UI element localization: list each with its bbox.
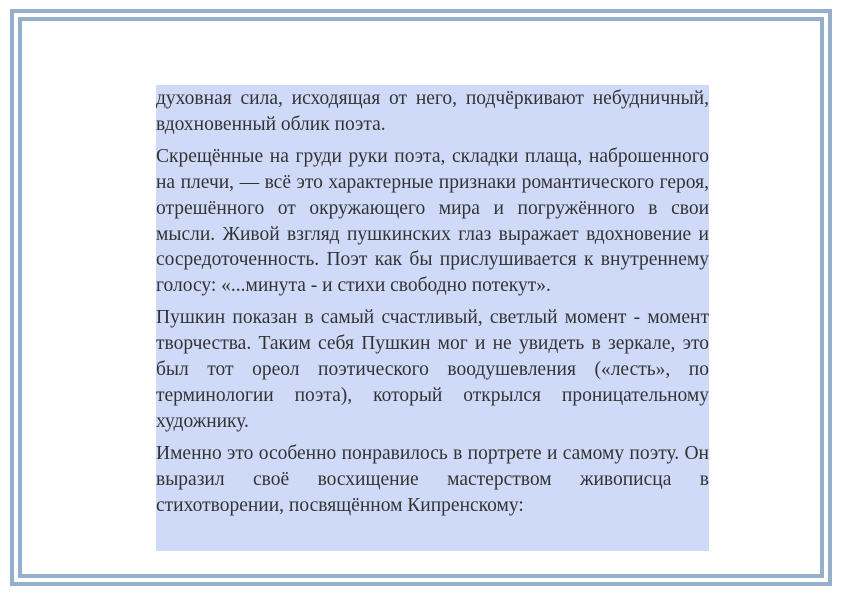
paragraph: Именно это особенно понравилось в портрете и самому поэту. Он выразил своё восхищение мастерством живописца в стихотворении, посвящённом Кипренскому:: [156, 442, 709, 516]
paragraph: Пушкин показан в самый счастливый, светлый момент - момент творчества. Таким себя Пушкин мог и не увидеть в зеркале, это был тот ореол поэтического воодушевления («лесть», по терминологии поэта), который открылся проницательному художнику.: [156, 307, 709, 432]
paragraph: Скрещённые на груди руки поэта, складки плаща, наброшенного на плечи, — всё это характерные признаки романтического героя, отрешённого от окружающего мира и погружённого в свои мысли. Живой взгляд пушкинских глаз выражает вдохновение и сосредоточенность. Поэт как бы прислушивается к внутреннему голосу: «...минута - и стихи свободно потекут».: [156, 145, 709, 297]
paragraph: духовная сила, исходящая от него, подчёркивают небудничный, вдохновенный облик поэта.: [156, 88, 709, 135]
text-block[interactable]: [156, 85, 709, 551]
